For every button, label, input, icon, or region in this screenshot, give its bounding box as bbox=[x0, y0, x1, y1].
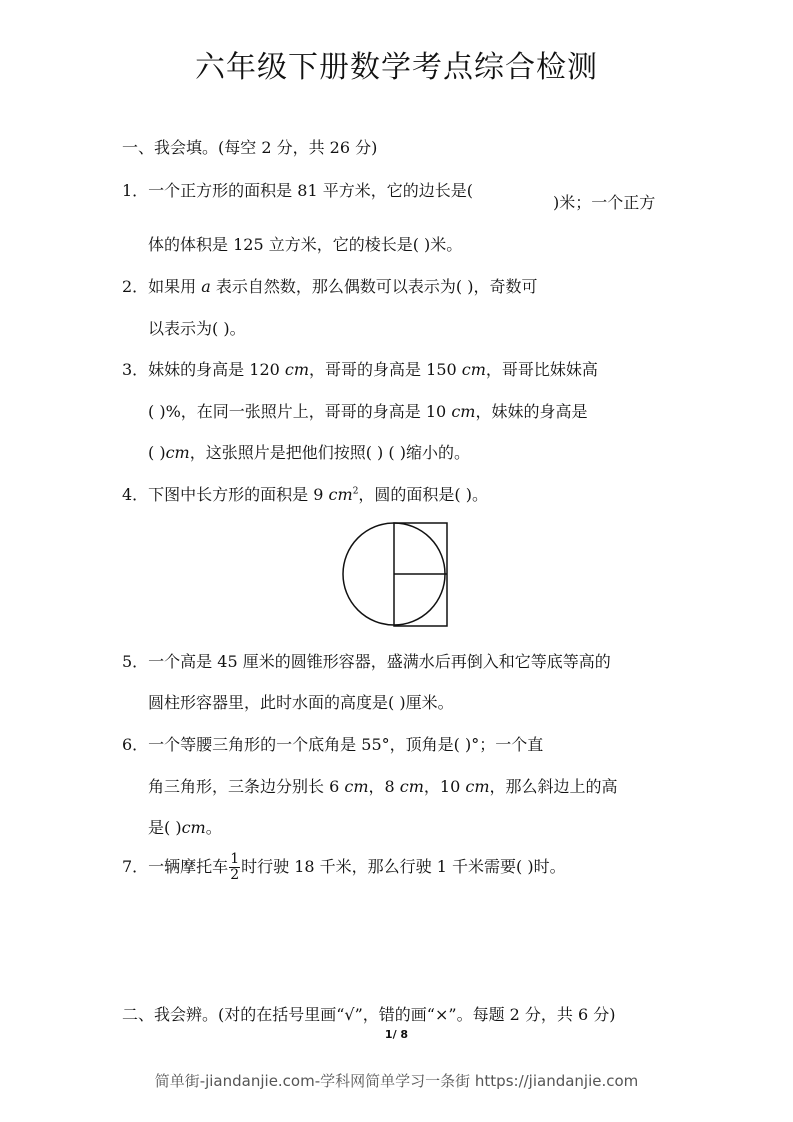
q6-text-a: 角三角形，三条边分别长 6 bbox=[148, 777, 345, 796]
q7-text-b: 时行驶 18 千米，那么行驶 1 千米需要( )时。 bbox=[241, 857, 566, 876]
section2-heading: 二、我会辨。(对的在括号里画“√”，错的画“×”。每题 2 分，共 6 分) bbox=[122, 1005, 616, 1024]
q5-line1: 5．一个高是 45 厘米的圆锥形容器，盛满水后再倒入和它等底等高的 bbox=[122, 652, 611, 671]
q4-unit-sup: 2 bbox=[352, 486, 359, 497]
q3-unit: cm bbox=[451, 402, 476, 421]
q2-line1 bbox=[122, 274, 538, 297]
q4-text-b: ，圆的面积是( )。 bbox=[358, 485, 488, 504]
q4-unit: cm bbox=[328, 485, 353, 504]
q3-text-a: 3．妹妹的身高是 120 bbox=[122, 360, 285, 379]
q1-line2: 体的体积是 125 立方米，它的棱长是( )米。 bbox=[148, 235, 463, 254]
q3-unit: cm bbox=[165, 443, 190, 462]
q3-text-e: ，妹妹的身高是 bbox=[475, 402, 588, 421]
q3-text-c: ，哥哥比妹妹高 bbox=[485, 360, 598, 379]
q3-line2 bbox=[148, 399, 587, 422]
page-number: 1/ 8 bbox=[384, 1028, 409, 1041]
footer-watermark: 简单街-jiandanjie.com-学科网简单学习一条街 https://jiandanjie.com bbox=[154, 1072, 639, 1090]
q3-text-f: ( ) bbox=[148, 443, 166, 462]
q6-unit: cm bbox=[399, 777, 424, 796]
circle-rectangle-figure bbox=[340, 520, 452, 630]
q3-text-d: ( )%，在同一张照片上，哥哥的身高是 10 bbox=[148, 402, 452, 421]
q6-line1: 6．一个等腰三角形的一个底角是 55°，顶角是( )°；一个直 bbox=[122, 735, 544, 754]
q7-fraction-denominator: 2 bbox=[230, 867, 240, 883]
q2-text-b: 表示自然数，那么偶数可以表示为( )，奇数可 bbox=[210, 277, 538, 296]
section1-heading: 一、我会填。(每空 2 分，共 26 分) bbox=[122, 138, 378, 157]
q2-variable: a bbox=[201, 277, 211, 296]
q6-text-c: ，10 bbox=[423, 777, 466, 796]
q6-unit: cm bbox=[465, 777, 490, 796]
q6-line2 bbox=[148, 774, 618, 797]
q2-line2: 以表示为( )。 bbox=[148, 319, 246, 338]
q3-text-b: ，哥哥的身高是 150 bbox=[309, 360, 462, 379]
q6-line3 bbox=[148, 815, 222, 838]
q6-text-b: ，8 bbox=[368, 777, 400, 796]
q3-line1 bbox=[122, 357, 598, 380]
q6-unit: cm bbox=[344, 777, 369, 796]
q7-fraction bbox=[229, 852, 240, 883]
q4-line1 bbox=[122, 482, 488, 505]
q7-line1 bbox=[122, 852, 566, 883]
q4-text-a: 4．下图中长方形的面积是 9 bbox=[122, 485, 329, 504]
q6-text-d: ，那么斜边上的高 bbox=[489, 777, 618, 796]
q7-fraction-numerator: 1 bbox=[230, 851, 240, 867]
q6-text-e: 是( ) bbox=[148, 818, 182, 837]
q2-text-a: 2．如果用 bbox=[122, 277, 202, 296]
q1-line1-end: )米；一个正方 bbox=[553, 193, 656, 212]
page-title: 六年级下册数学考点综合检测 bbox=[195, 50, 598, 85]
q1-line1: 1．一个正方形的面积是 81 平方米，它的边长是( bbox=[122, 181, 473, 200]
q3-text-g: ，这张照片是把他们按照( ) ( )缩小的。 bbox=[189, 443, 470, 462]
q3-unit: cm bbox=[461, 360, 486, 379]
q5-line2: 圆柱形容器里，此时水面的高度是( )厘米。 bbox=[148, 693, 454, 712]
q3-line3 bbox=[148, 440, 470, 463]
q3-unit: cm bbox=[284, 360, 310, 379]
q7-text-a: 7．一辆摩托车 bbox=[122, 857, 229, 876]
q6-unit: cm bbox=[181, 818, 206, 837]
q6-text-f: 。 bbox=[205, 818, 222, 837]
